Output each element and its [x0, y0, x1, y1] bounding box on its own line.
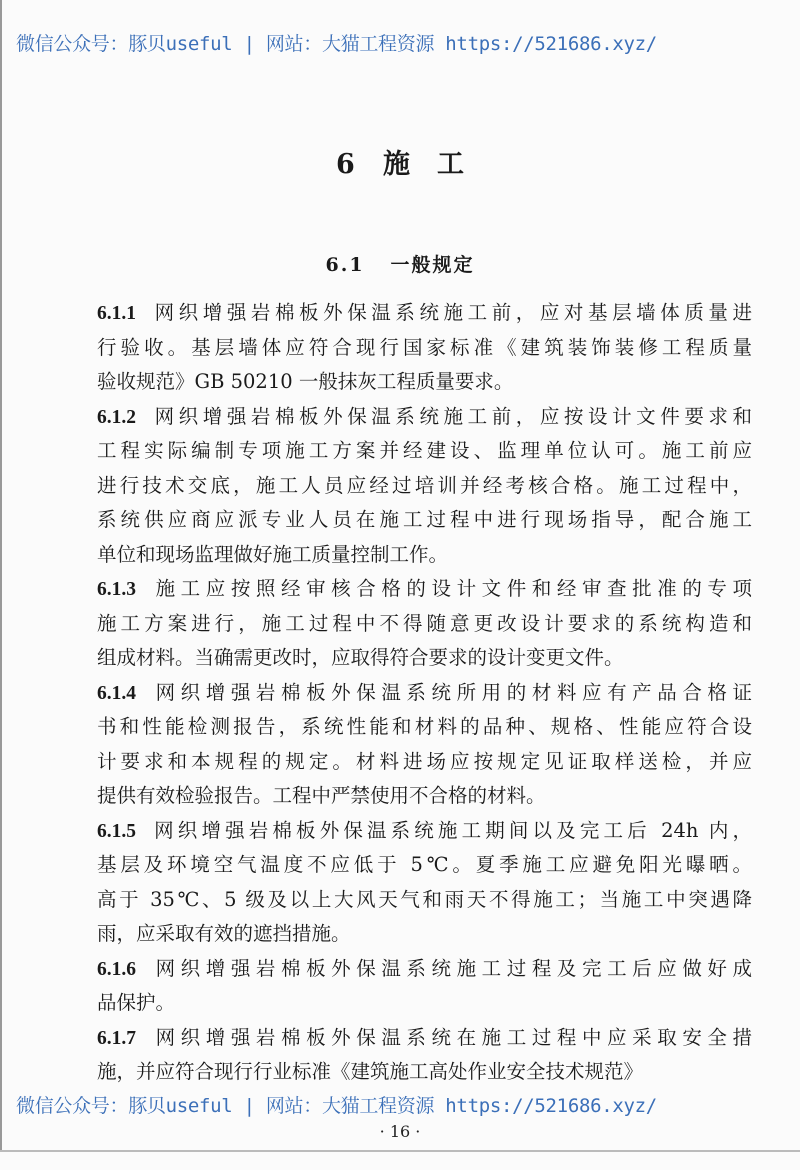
clause-text: 施，并应符合现行行业标准《建筑施工高处作业安全技术规范》 [97, 1060, 644, 1083]
clause-text: 组成材料。当确需更改时，应取得符合要求的设计变更文件。 [97, 646, 624, 669]
clause-line [97, 952, 752, 987]
clause-text: 工程实际编制专项施工方案并经建设、监理单位认可。施工前应 [97, 439, 752, 462]
clause-line [97, 296, 752, 331]
clause-line [97, 779, 752, 814]
clause-text: 雨，应采取有效的遮挡措施。 [97, 922, 351, 945]
clause-line [97, 434, 752, 469]
clause-text: 网织增强岩棉板外保温系统所用的材料应有产品合格证 [150, 680, 752, 704]
clause-line [97, 538, 752, 573]
clause [97, 814, 752, 952]
scan-edge-bottom [0, 1150, 800, 1152]
clause-number: 6.1.6 [97, 958, 136, 980]
clause-line [97, 883, 752, 918]
section-number: 6.1 [325, 254, 365, 276]
clause-text: 书和性能检测报告，系统性能和材料的品种、规格、性能应符合设 [97, 715, 752, 738]
clause-line [97, 848, 752, 883]
clause [97, 400, 752, 573]
clause-text: 施工应按照经审核合格的设计文件和经审查批准的专项 [150, 577, 752, 600]
chapter-number: 6 [336, 149, 355, 180]
clause-line [97, 745, 752, 780]
clause [97, 1021, 752, 1090]
clause-line [97, 365, 752, 400]
watermark-bottom: 微信公众号：豚贝useful | 网站：大猫工程资源 https://521686.xyz/ [16, 1095, 657, 1117]
clause-text: 网织增强岩棉板外保温系统在施工过程中应采取安全措 [150, 1025, 752, 1049]
clause-number: 6.1.3 [97, 579, 136, 600]
clause-text: 计要求和本规程的规定。材料进场应按规定见证取样送检，并应 [97, 749, 752, 773]
clause [97, 676, 752, 814]
clause-text: 基层及环境空气温度不应低于 5℃。夏季施工应避免阳光曝晒。 [97, 853, 752, 876]
clause-line [97, 572, 752, 607]
clause-text: 施工方案进行，施工过程中不得随意更改设计要求的系统构造和 [97, 611, 752, 635]
clause-text: 行验收。基层墙体应符合现行国家标准《建筑装饰装修工程质量 [97, 335, 752, 359]
clause-line [97, 917, 752, 952]
clause-line [97, 469, 752, 504]
clause [97, 572, 752, 676]
clause-text: 网织增强岩棉板外保温系统施工过程及完工后应做好成 [150, 956, 752, 980]
clause-text: 进行技术交底，施工人员应经过培训并经考核合格。施工过程中， [97, 473, 752, 497]
clause-number: 6.1.5 [97, 820, 136, 842]
clause-number: 6.1.2 [97, 406, 136, 428]
clause-text: 验收规范》GB 50210 一般抹灰工程质量要求。 [97, 370, 514, 393]
clause-text: 网织增强岩棉板外保温系统施工前，应按设计文件要求和 [150, 404, 752, 428]
clause-number: 6.1.1 [97, 303, 136, 324]
clause-text: 单位和现场监理做好施工质量控制工作。 [97, 542, 449, 566]
clause-line [97, 676, 752, 711]
clause-line [97, 503, 752, 538]
clause-line [97, 1055, 752, 1090]
clause [97, 296, 752, 400]
clause-line [97, 814, 752, 849]
page-number: · 16 · [379, 1122, 421, 1141]
section-title: 一般规定 [390, 254, 475, 276]
clause-line [97, 1021, 752, 1056]
clause [97, 952, 752, 1021]
chapter-title [0, 142, 800, 181]
clause-text: 网织增强岩棉板外保温系统施工期间以及完工后 24h 内， [150, 818, 752, 842]
clause-text: 品保护。 [97, 991, 176, 1014]
clause-line [97, 607, 752, 642]
clause-line [97, 331, 752, 366]
clause-line [97, 641, 752, 676]
clause-text: 高于 35℃、5 级及以上大风天气和雨天不得施工；当施工中突遇降 [97, 887, 752, 911]
watermark-top: 微信公众号：豚贝useful | 网站：大猫工程资源 https://521686.xyz/ [16, 33, 657, 55]
clause-line [97, 986, 752, 1021]
clause-line [97, 710, 752, 745]
clause-line [97, 400, 752, 435]
section-heading [0, 250, 800, 277]
clause-number: 6.1.4 [97, 682, 136, 704]
chapter-name: 施 工 [383, 149, 464, 180]
clause-text: 系统供应商应派专业人员在施工过程中进行现场指导，配合施工 [97, 508, 752, 531]
clauses [97, 296, 752, 1090]
clause-number: 6.1.7 [97, 1027, 136, 1049]
clause-text: 网织增强岩棉板外保温系统施工前，应对基层墙体质量进 [150, 301, 752, 324]
clause-text: 提供有效检验报告。工程中严禁使用不合格的材料。 [97, 784, 546, 807]
